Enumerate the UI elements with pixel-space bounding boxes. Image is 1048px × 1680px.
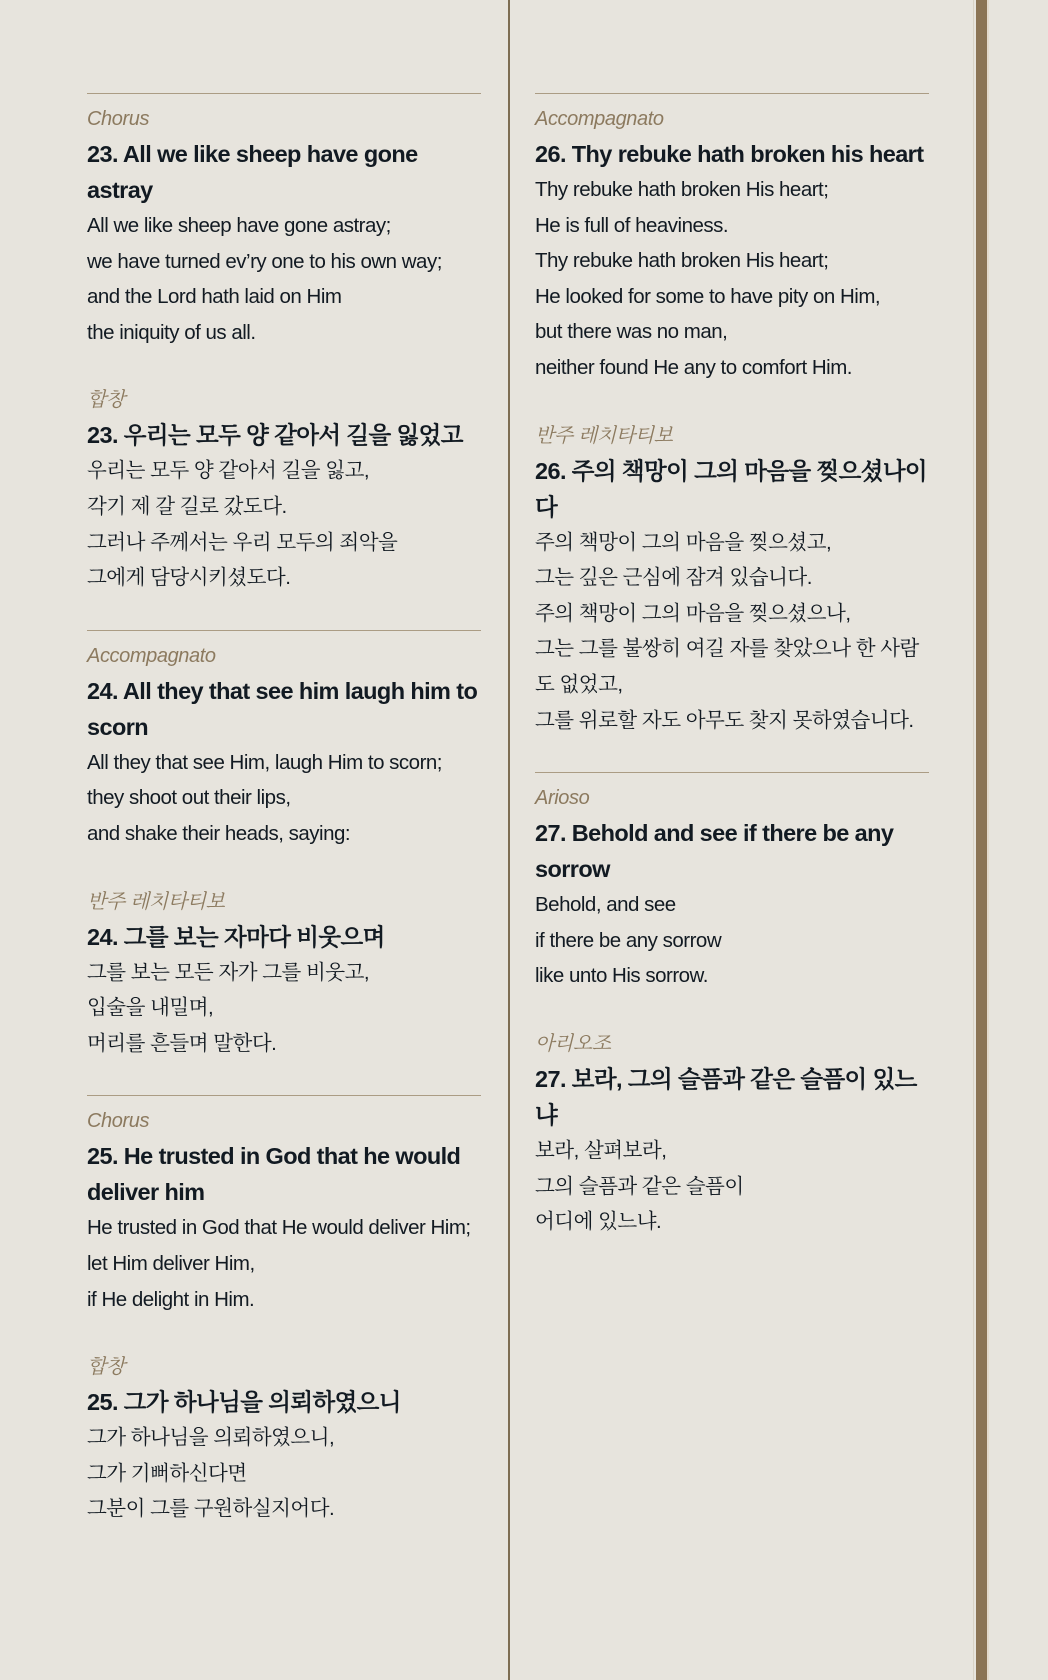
english-block [535,783,929,994]
lyric-line: we have turned ev’ry one to his own way; [87,249,442,273]
lyric-line: let Him deliver Him, [87,1251,255,1275]
column-divider [508,0,510,1680]
english-block [87,1106,481,1317]
section-26 [535,93,929,738]
movement-type-label: 반주 레치타티보 [87,890,225,913]
lyric-line: and the Lord hath laid on Him [87,285,342,309]
lyric-line: All we like sheep have gone astray; [87,214,391,237]
lyric-line: the iniquity of us all. [87,320,256,344]
movement-title: 27. 보라, 그의 슬픔과 같은 슬픔이 있느냐 [535,1065,917,1128]
movement-title: 25. He trusted in God that he would deliver him [87,1143,461,1206]
lyric-line: if He delight in Him. [87,1287,255,1311]
side-accent-bar [976,0,987,1680]
english-block [535,104,929,386]
lyrics [535,525,929,739]
korean-block [87,1352,481,1527]
movement-type-label: Chorus [87,1110,150,1133]
lyric-line: but there was no man, [535,320,728,344]
english-block [87,104,481,350]
lyric-line: neither found He any to comfort Him. [535,355,852,379]
lyric-line: 각기 제 갈 길로 갔도다. [87,494,287,518]
lyric-line: 그는 깊은 근심에 잠겨 있습니다. [535,566,812,590]
korean-block [87,385,481,595]
side-accent-bar-edge [987,0,989,1680]
lyric-line: 그가 기뻐하신다면 [87,1461,247,1485]
lyric-line: Thy rebuke hath broken His heart; [535,249,829,273]
lyric-line: 보라, 살펴보라, [535,1138,667,1162]
lyric-line: 입술을 내밀며, [87,996,214,1020]
lyric-line: if there be any sorrow [535,928,722,952]
lyric-line: 그가 하나님을 의뢰하였으니, [87,1426,335,1450]
left-column [87,93,481,1527]
section-27 [535,772,929,1240]
movement-type-label: Accompagnato [535,108,664,130]
lyric-line: All they that see Him, laugh Him to scorn; [87,750,442,774]
right-column [535,93,929,1240]
movement-type-label: 아리오조 [535,1032,611,1055]
lyric-line: 그러나 주께서는 우리 모두의 죄악을 [87,530,398,554]
movement-type-label: 반주 레치타티보 [535,424,673,447]
lyric-line: 어디에 있느냐. [535,1210,662,1234]
lyrics [87,955,481,1062]
english-block [87,641,481,852]
lyrics [535,887,929,994]
movement-title: 23. All we like sheep have gone astray [87,141,418,203]
lyric-line: Behold, and see [535,893,676,917]
movement-title: 27. Behold and see if there be any sorrow [535,820,894,883]
section-23 [87,93,481,596]
korean-block [535,421,929,739]
lyric-line: 그에게 담당시키셨도다. [87,566,291,590]
movement-title: 24. All they that see him laugh him to scorn [87,677,478,740]
lyric-line: Thy rebuke hath broken His heart; [535,178,829,201]
lyrics [87,1210,481,1317]
movement-title: 24. 그를 보는 자마다 비웃으며 [87,923,385,950]
section-24 [87,630,481,1062]
lyric-line: 그를 위로할 자도 아무도 찾지 못하였습니다. [535,708,914,732]
movement-type-label: Chorus [87,108,150,130]
korean-block [87,887,481,1062]
lyric-line: He looked for some to have pity on Him, [535,284,881,308]
lyric-line: 그는 그를 불쌍히 여길 자를 찾았으나 한 사람도 없었고, [535,637,919,696]
lyric-line: 그의 슬픔과 같은 슬픔이 [535,1174,744,1198]
movement-title: 26. Thy rebuke hath broken his heart [535,141,924,167]
movement-title: 23. 우리는 모두 양 같아서 길을 잃었고 [87,422,463,449]
lyric-line: He trusted in God that He would deliver Him; [87,1216,471,1240]
movement-type-label: Accompagnato [87,644,216,667]
movement-type-label: 합창 [87,1356,125,1379]
lyric-line: 그를 보는 모든 자가 그를 비웃고, [87,960,370,984]
lyric-line: and shake their heads, saying: [87,821,351,845]
lyric-line: He is full of heaviness. [535,213,729,237]
movement-type-label: 합창 [87,389,125,412]
movement-title: 26. 주의 책망이 그의 마음을 찢으셨나이다 [535,457,928,520]
lyric-line: like unto His sorrow. [535,964,708,988]
korean-block [535,1029,929,1240]
movement-type-label: Arioso [535,787,590,810]
lyrics [535,172,929,386]
movement-title: 25. 그가 하나님을 의뢰하였으니 [87,1389,401,1416]
lyric-line: 주의 책망이 그의 마음을 찢으셨으나, [535,601,851,625]
lyrics [87,1420,481,1527]
lyric-line: 머리를 흔들며 말한다. [87,1031,277,1055]
lyric-line: 주의 책망이 그의 마음을 찢으셨고, [535,530,832,554]
page-edge-line [973,0,974,1680]
lyrics [535,1133,929,1240]
lyrics [87,453,481,595]
lyric-line: they shoot out their lips, [87,786,291,810]
lyrics [87,208,481,350]
lyric-line: 그분이 그를 구원하실지어다. [87,1497,335,1521]
lyric-line: 우리는 모두 양 같아서 길을 잃고, [87,459,370,483]
section-25 [87,1095,481,1527]
lyrics [87,745,481,852]
